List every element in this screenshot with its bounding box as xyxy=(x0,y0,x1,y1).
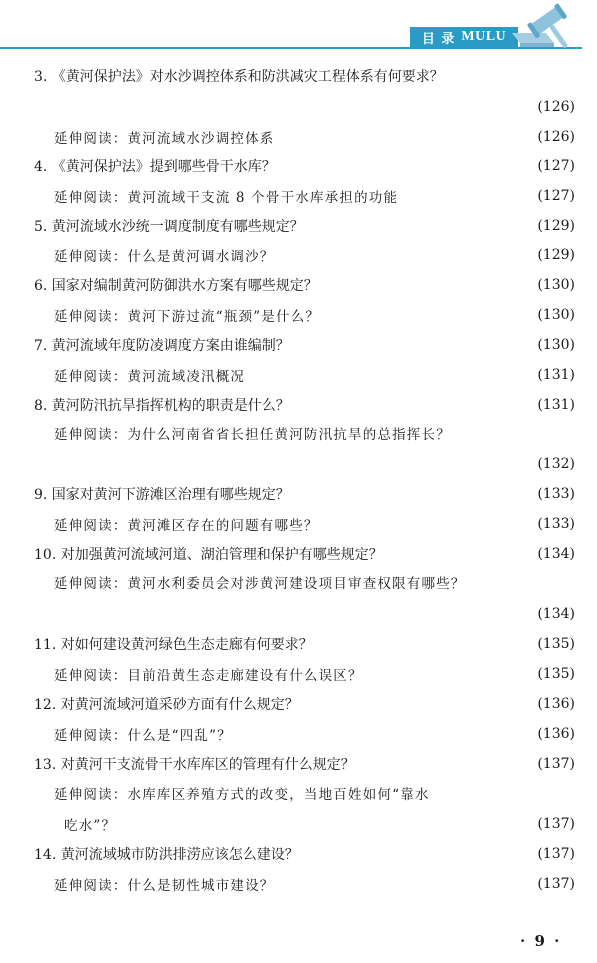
header-rule xyxy=(0,47,582,49)
leader-dots xyxy=(369,662,532,686)
leader-dots xyxy=(324,273,532,297)
leader-dots xyxy=(305,842,532,866)
toc-subentry-continuation[interactable] xyxy=(84,452,575,476)
toc-subentry-page: (136) xyxy=(537,726,575,742)
toc-entry[interactable] xyxy=(34,154,575,178)
toc-entry-page: (136) xyxy=(537,696,575,712)
toc-subentry-title: 延伸阅读：目前沿黄生态走廊建设有什么误区？ xyxy=(54,668,363,684)
toc-subentry[interactable] xyxy=(54,243,575,267)
leader-dots xyxy=(325,512,532,536)
toc-subentry[interactable] xyxy=(54,872,575,896)
toc-entry[interactable] xyxy=(34,66,575,90)
toc-entry-page: (137) xyxy=(537,846,575,862)
leader-dots xyxy=(122,812,531,836)
toc-entry[interactable] xyxy=(34,842,575,866)
toc-entry[interactable] xyxy=(34,752,575,776)
toc-subentry-page: (137) xyxy=(537,876,575,892)
leader-dots xyxy=(84,95,531,119)
toc-entry-title: 9. 国家对黄河下游滩区治理有哪些规定？ xyxy=(34,487,290,503)
leader-dots xyxy=(84,452,531,476)
toc-subentry[interactable] xyxy=(54,662,575,686)
toc-subentry[interactable] xyxy=(54,722,575,746)
leader-dots xyxy=(361,752,532,776)
toc-subentry-title: 延伸阅读：黄河流域凌汛概况 xyxy=(54,369,246,385)
section-label-cn: 目 录 xyxy=(421,31,456,47)
toc-entry-page: (129) xyxy=(537,218,575,234)
toc-entry-title: 12. 对黄河流域河道采砂方面有什么规定？ xyxy=(34,697,299,713)
toc-entry-continuation[interactable] xyxy=(84,95,575,119)
leader-dots xyxy=(281,872,532,896)
toc-entry-title: 7. 黄河流域年度防凌调度方案由谁编制？ xyxy=(34,338,290,354)
leader-dots xyxy=(326,303,531,327)
leader-dots xyxy=(296,333,532,357)
toc-entry[interactable] xyxy=(34,632,575,656)
toc-subentry-title: 延伸阅读：为什么河南省省长担任黄河防汛抗旱的总指挥长？ xyxy=(54,427,451,443)
toc-subentry[interactable] xyxy=(54,783,575,807)
toc-subentry-page: (134) xyxy=(537,606,575,622)
section-label xyxy=(410,27,518,47)
toc-entry-page: (137) xyxy=(537,756,575,772)
toc-subentry-title: 延伸阅读：什么是韧性城市建设？ xyxy=(54,878,275,894)
leader-dots xyxy=(251,363,531,387)
toc-subentry-page: (133) xyxy=(537,516,575,532)
toc-subentry-title: 延伸阅读：什么是“四乱”？ xyxy=(54,728,232,744)
toc-subentry-title: 延伸阅读：黄河流域水沙调控体系 xyxy=(54,131,275,147)
toc-subentry-page: (137) xyxy=(537,816,575,832)
leader-dots xyxy=(281,243,532,267)
leader-dots xyxy=(404,184,531,208)
leader-dots xyxy=(310,214,532,238)
toc-subentry-page: (127) xyxy=(537,188,575,204)
toc-subentry-continuation[interactable] xyxy=(64,812,575,836)
toc-entry-title: 6. 国家对编制黄河防御洪水方案有哪些规定？ xyxy=(34,278,318,294)
gavel-icon xyxy=(506,3,580,51)
toc-entry[interactable] xyxy=(34,333,575,357)
leader-dots xyxy=(296,482,532,506)
leader-dots xyxy=(296,393,532,417)
toc-subentry[interactable] xyxy=(54,125,575,149)
toc-entry-page: (131) xyxy=(537,397,575,413)
toc-subentry-title: 延伸阅读：黄河水利委员会对涉黄河建设项目审查权限有哪些？ xyxy=(54,576,466,592)
toc-entry[interactable] xyxy=(34,214,575,238)
leader-dots xyxy=(389,542,532,566)
leader-dots xyxy=(84,602,531,626)
page-number: · 9 · xyxy=(520,932,562,950)
leader-dots xyxy=(281,125,532,149)
toc-entry-title: 8. 黄河防汛抗旱指挥机构的职责是什么？ xyxy=(34,398,290,414)
toc-entry-page: (130) xyxy=(537,337,575,353)
toc-subentry-title-cont: 吃水”？ xyxy=(64,818,117,834)
toc-entry-page: (126) xyxy=(537,99,575,115)
toc-subentry-page: (126) xyxy=(537,129,575,145)
toc-subentry-page: (130) xyxy=(537,307,575,323)
toc-entry-title: 10. 对加强黄河流域河道、湖泊管理和保护有哪些规定？ xyxy=(34,547,383,563)
leader-dots xyxy=(282,154,532,178)
toc-subentry[interactable] xyxy=(54,512,575,536)
toc-entry-page: (135) xyxy=(537,636,575,652)
toc-subentry-title: 延伸阅读：黄河滩区存在的问题有哪些？ xyxy=(54,518,319,534)
toc-subentry[interactable] xyxy=(54,363,575,387)
toc-entry-title: 14. 黄河流域城市防洪排涝应该怎么建设？ xyxy=(34,847,299,863)
toc-entry[interactable] xyxy=(34,393,575,417)
toc-subentry[interactable] xyxy=(54,184,575,208)
toc-subentry-page: (135) xyxy=(537,666,575,682)
toc-entry-title: 5. 黄河流域水沙统一调度制度有哪些规定？ xyxy=(34,219,304,235)
toc-subentry-page: (132) xyxy=(537,456,575,472)
toc-entry-title: 13. 对黄河干支流骨干水库库区的管理有什么规定？ xyxy=(34,757,355,773)
toc-subentry-title: 延伸阅读：黄河下游过流“瓶颈”是什么？ xyxy=(54,309,321,325)
leader-dots xyxy=(238,722,531,746)
toc-subentry[interactable] xyxy=(54,423,575,447)
toc-entry[interactable] xyxy=(34,482,575,506)
toc-entry[interactable] xyxy=(34,542,575,566)
toc-entry-page: (133) xyxy=(537,486,575,502)
toc-entry-title: 3. 《黄河保护法》对水沙调控体系和防洪减灾工程体系有何要求？ xyxy=(34,69,444,85)
toc-entry-page: (134) xyxy=(537,546,575,562)
toc-entry-title: 4. 《黄河保护法》提到哪些骨干水库？ xyxy=(34,159,276,175)
section-label-latin: MULU xyxy=(461,29,507,44)
toc-entry-page: (130) xyxy=(537,277,575,293)
leader-dots xyxy=(319,632,532,656)
toc-subentry-continuation[interactable] xyxy=(84,602,575,626)
toc-entry-title: 11. 对如何建设黄河绿色生态走廊有何要求？ xyxy=(34,637,313,653)
toc-entry-page: (127) xyxy=(537,158,575,174)
toc-entry[interactable] xyxy=(34,273,575,297)
toc-subentry-page: (129) xyxy=(537,247,575,263)
toc-subentry[interactable] xyxy=(54,303,575,327)
toc-subentry[interactable] xyxy=(54,572,575,596)
toc-subentry-title: 延伸阅读：什么是黄河调水调沙？ xyxy=(54,249,275,265)
toc-entry[interactable] xyxy=(34,692,575,716)
toc-subentry-title: 延伸阅读：黄河流域干支流 8 个骨干水库承担的功能 xyxy=(54,190,399,206)
leader-dots xyxy=(305,692,532,716)
toc-subentry-page: (131) xyxy=(537,367,575,383)
toc-subentry-title: 延伸阅读：水库库区养殖方式的改变，当地百姓如何“靠水 xyxy=(54,787,430,803)
